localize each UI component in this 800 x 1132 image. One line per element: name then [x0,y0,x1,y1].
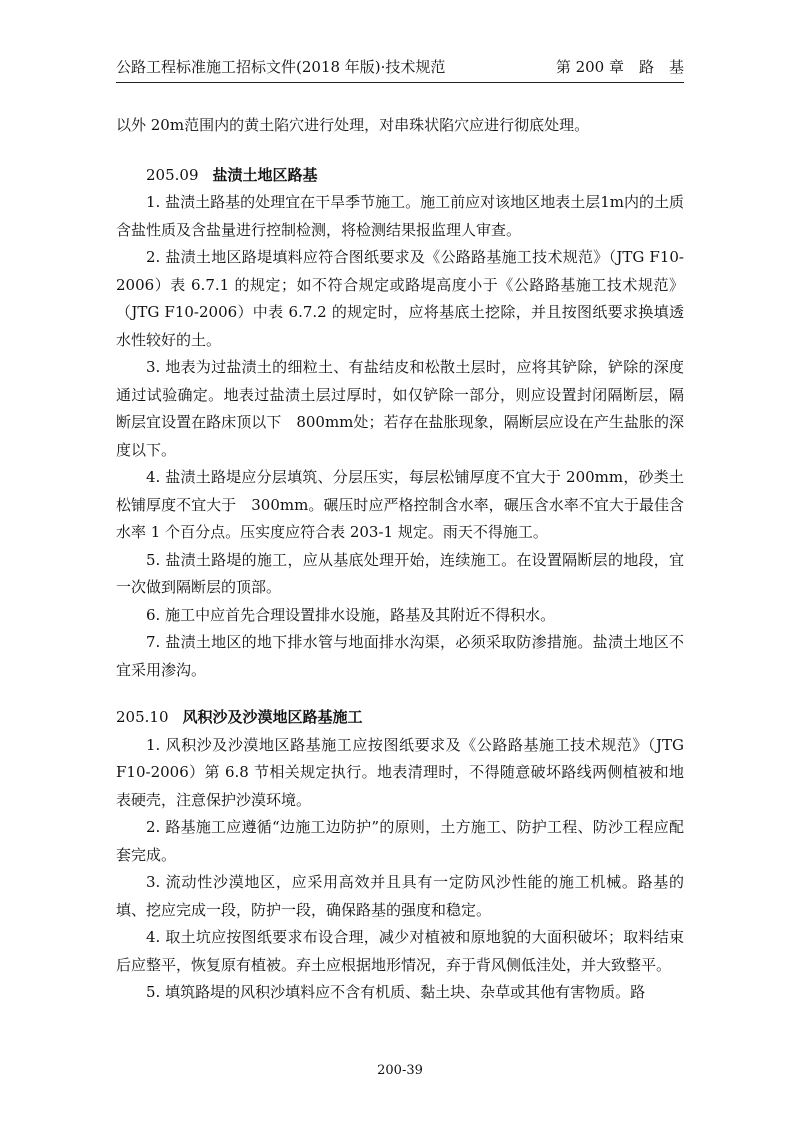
paragraph: 6. 施工中应首先合理设置排水设施，路基及其附近不得积水。 [146,605,556,624]
section-title: 盐渍土地区路基 [212,165,318,184]
paragraph: 1. 盐渍土路基的处理宜在干旱季节施工。施工前应对该地区地表土层1m内的土质含盐性质及含盐量进行控制检测，将检测结果报监理人审查。 [116,193,684,239]
section-number: 205.09 [146,165,199,184]
continuation-paragraph: 以外 20m范围内的黄土陷穴进行处理，对串珠状陷穴应进行彻底处理。 [116,116,590,134]
page-number: 200-39 [377,1063,423,1078]
paragraph: 3. 流动性沙漠地区，应采用高效并且具有一定防风沙性能的施工机械。路基的填、挖应完成一段，防护一段，确保路基的强度和稳定。 [116,873,684,919]
section-title: 风积沙及沙漠地区路基施工 [182,708,363,726]
paragraph: 2. 盐渍土地区路堤填料应符合图纸要求及《公路路基施工技术规范》（JTG F10-2006）表 6.7.1 的规定；如不符合规定或路堤高度小于《公路路基施工技术规范》（JTG F10-2006）中表 6.7.2 的规定时，应将基底土挖除，并且按图纸要求换填透水性较好的土。 [116,248,684,349]
paragraph: 7. 盐渍土地区的地下排水管与地面排水沟渠，必须采取防渗措施。盐渍土地区不宜采用渗沟。 [116,633,684,679]
paragraph: 2. 路基施工应遵循“边施工边防护”的原则，土方施工、防护工程、防沙工程应配套完成。 [116,818,684,864]
paragraph: 4. 取土坑应按图纸要求布设合理，减少对植被和原地貌的大面积破坏；取料结束后应整平，恢复原有植被。弃土应根据地形情况，弃于背风侧低洼处，并大致整平。 [116,928,684,974]
paragraph: 5. 填筑路堤的风积沙填料应不含有机质、黏土块、杂草或其他有害物质。路 [146,983,646,1001]
chapter-title: 第 200 章 路 基 [555,58,684,76]
paragraph: 3. 地表为过盐渍土的细粒土、有盐结皮和松散土层时，应将其铲除，铲除的深度通过试验确定。地表过盐渍土层过厚时，如仅铲除一部分，则应设置封闭隔断层，隔断层宜设置在路床顶以下 800mm处；若存在盐胀现象，隔断层应设在产生盐胀的深度以下。 [116,358,684,459]
paragraph: 1. 风积沙及沙漠地区路基施工应按图纸要求及《公路路基施工技术规范》（JTG F10-2006）第 6.8 节相关规定执行。地表清理时，不得随意破坏路线两侧植被和地表硬壳，注意保护沙漠环境。 [116,735,684,809]
section-number: 205.10 [116,708,169,726]
paragraph: 4. 盐渍土路堤应分层填筑、分层压实，每层松铺厚度不宜大于 200mm，砂类土松铺厚度不宜大于 300mm。碾压时应严格控制含水率，碾压含水率不宜大于最佳含水率 1 个百分点。压实度应符合表 203-1 规定。雨天不得施工。 [116,468,684,541]
document-title: 公路工程标准施工招标文件(2018 年版)·技术规范 [116,58,446,76]
section-heading [116,162,684,190]
section-heading [116,704,684,732]
paragraph: 5. 盐渍土路堤的施工，应从基底处理开始，连续施工。在设置隔断层的地段，宜一次做到隔断层的顶部。 [116,550,684,596]
page-body [116,112,684,1007]
page-header [116,52,684,83]
